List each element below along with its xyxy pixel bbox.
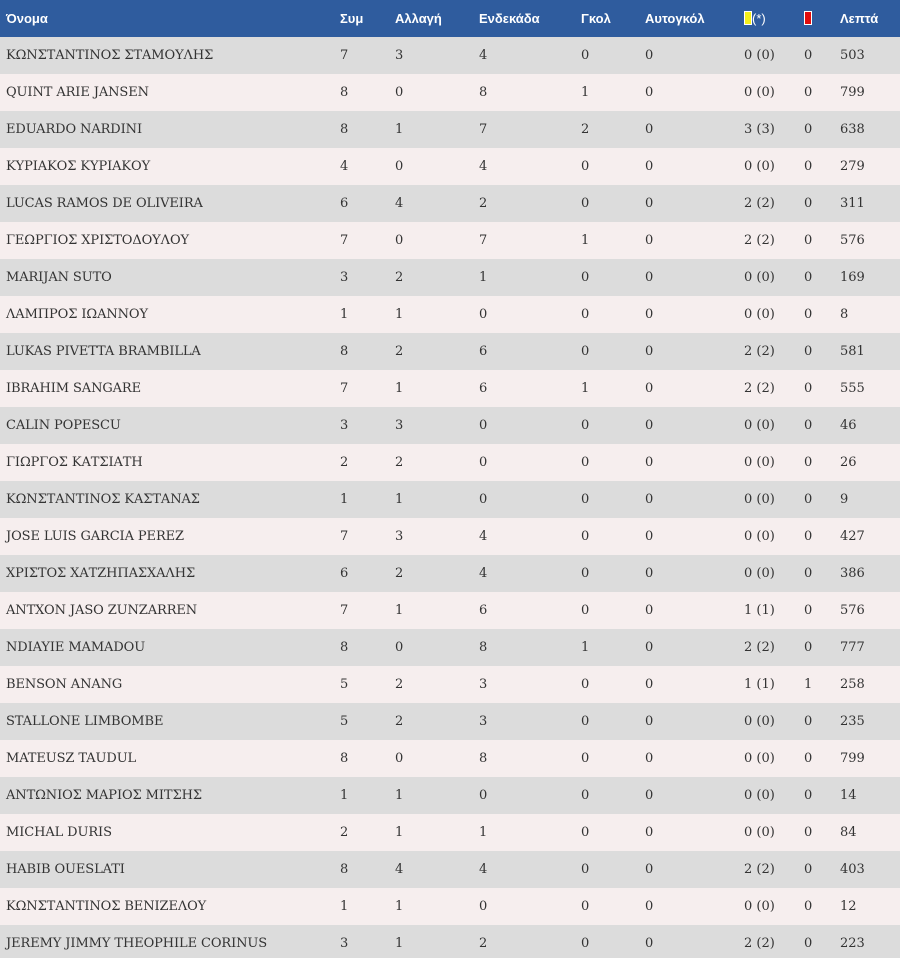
substitutions-cell: 0	[395, 751, 404, 766]
column-header-minutes[interactable]: Λεπτά	[840, 11, 879, 26]
appearances-cell: 8	[340, 344, 349, 359]
column-header-own-goals[interactable]: Αυτογκόλ	[645, 11, 705, 26]
yellow-cards-cell: 2 (2)	[744, 936, 775, 951]
appearances-cell: 7	[340, 48, 349, 63]
starts-cell: 4	[479, 48, 488, 63]
table-row	[0, 703, 900, 740]
own-goals-cell: 0	[645, 196, 654, 211]
starts-cell: 8	[479, 640, 488, 655]
goals-cell: 0	[581, 825, 590, 840]
header-row	[0, 0, 900, 37]
substitutions-cell: 0	[395, 233, 404, 248]
own-goals-cell: 0	[645, 85, 654, 100]
red-cards-cell: 0	[804, 418, 813, 433]
player-name-cell: LUKAS PIVETTA BRAMBILLA	[6, 344, 201, 359]
substitutions-cell: 1	[395, 899, 404, 914]
red-cards-cell: 0	[804, 825, 813, 840]
red-cards-cell: 0	[804, 899, 813, 914]
red-cards-cell: 0	[804, 381, 813, 396]
minutes-cell: 638	[840, 122, 865, 137]
minutes-cell: 581	[840, 344, 865, 359]
starts-cell: 8	[479, 751, 488, 766]
own-goals-cell: 0	[645, 492, 654, 507]
own-goals-cell: 0	[645, 566, 654, 581]
table-row	[0, 185, 900, 222]
minutes-cell: 427	[840, 529, 865, 544]
goals-cell: 0	[581, 566, 590, 581]
player-name-cell: ΚΥΡΙΑΚΟΣ ΚΥΡΙΑΚΟΥ	[6, 159, 151, 174]
table-row	[0, 518, 900, 555]
own-goals-cell: 0	[645, 270, 654, 285]
red-cards-cell: 0	[804, 270, 813, 285]
substitutions-cell: 0	[395, 640, 404, 655]
yellow-cards-cell: 3 (3)	[744, 122, 775, 137]
goals-cell: 0	[581, 196, 590, 211]
minutes-cell: 777	[840, 640, 865, 655]
player-name-cell: EDUARDO NARDINI	[6, 122, 142, 137]
own-goals-cell: 0	[645, 122, 654, 137]
substitutions-cell: 1	[395, 492, 404, 507]
table-row	[0, 555, 900, 592]
minutes-cell: 26	[840, 455, 857, 470]
substitutions-cell: 3	[395, 48, 404, 63]
starts-cell: 4	[479, 529, 488, 544]
appearances-cell: 7	[340, 529, 349, 544]
starts-cell: 4	[479, 159, 488, 174]
table-row	[0, 37, 900, 74]
own-goals-cell: 0	[645, 455, 654, 470]
goals-cell: 1	[581, 381, 590, 396]
yellow-cards-cell: 2 (2)	[744, 344, 775, 359]
yellow-cards-cell: 0 (0)	[744, 714, 775, 729]
substitutions-cell: 1	[395, 307, 404, 322]
red-cards-cell: 0	[804, 862, 813, 877]
column-header-goals[interactable]: Γκολ	[581, 11, 611, 26]
column-header-starts[interactable]: Ενδεκάδα	[479, 11, 540, 26]
yellow-cards-cell: 0 (0)	[744, 85, 775, 100]
substitutions-cell: 0	[395, 85, 404, 100]
table-row	[0, 666, 900, 703]
goals-cell: 0	[581, 603, 590, 618]
appearances-cell: 1	[340, 307, 349, 322]
starts-cell: 6	[479, 344, 488, 359]
own-goals-cell: 0	[645, 677, 654, 692]
own-goals-cell: 0	[645, 344, 654, 359]
table-row	[0, 777, 900, 814]
substitutions-cell: 1	[395, 381, 404, 396]
player-name-cell: ΛΑΜΠΡΟΣ ΙΩΑΝΝΟΥ	[6, 307, 148, 322]
red-cards-cell: 1	[804, 677, 813, 692]
table-row	[0, 111, 900, 148]
minutes-cell: 799	[840, 85, 865, 100]
appearances-cell: 5	[340, 714, 349, 729]
yellow-cards-cell: 0 (0)	[744, 566, 775, 581]
yellow-cards-cell: 0 (0)	[744, 529, 775, 544]
player-name-cell: NDIAYIE MAMADOU	[6, 640, 146, 655]
appearances-cell: 2	[340, 825, 349, 840]
red-card-icon	[804, 11, 812, 25]
appearances-cell: 2	[340, 455, 349, 470]
substitutions-cell: 1	[395, 788, 404, 803]
player-name-cell: JEREMY JIMMY THEOPHILE CORINUS	[6, 936, 268, 951]
appearances-cell: 8	[340, 122, 349, 137]
own-goals-cell: 0	[645, 307, 654, 322]
table-row	[0, 925, 900, 958]
appearances-cell: 8	[340, 751, 349, 766]
minutes-cell: 576	[840, 603, 865, 618]
appearances-cell: 4	[340, 159, 349, 174]
player-name-cell: STALLONE LIMBOMBE	[6, 714, 164, 729]
red-cards-cell: 0	[804, 307, 813, 322]
yellow-cards-cell: 0 (0)	[744, 825, 775, 840]
own-goals-cell: 0	[645, 48, 654, 63]
substitutions-cell: 2	[395, 344, 404, 359]
yellow-cards-cell: 0 (0)	[744, 48, 775, 63]
table-header	[0, 0, 900, 37]
goals-cell: 0	[581, 751, 590, 766]
column-header-yellow-cards[interactable]	[744, 0, 804, 37]
goals-cell: 0	[581, 307, 590, 322]
minutes-cell: 279	[840, 159, 865, 174]
red-cards-cell: 0	[804, 233, 813, 248]
goals-cell: 0	[581, 936, 590, 951]
appearances-cell: 8	[340, 862, 349, 877]
player-name-cell: CALIN POPESCU	[6, 418, 121, 433]
yellow-cards-cell: 1 (1)	[744, 677, 775, 692]
goals-cell: 0	[581, 344, 590, 359]
column-header-substitutions[interactable]: Αλλαγή	[395, 11, 442, 26]
starts-cell: 4	[479, 566, 488, 581]
yellow-card-icon	[744, 11, 752, 25]
table-row	[0, 592, 900, 629]
substitutions-cell: 2	[395, 270, 404, 285]
red-cards-cell: 0	[804, 566, 813, 581]
minutes-cell: 403	[840, 862, 865, 877]
yellow-cards-cell: 0 (0)	[744, 492, 775, 507]
goals-cell: 1	[581, 640, 590, 655]
red-cards-cell: 0	[804, 714, 813, 729]
starts-cell: 2	[479, 936, 488, 951]
minutes-cell: 386	[840, 566, 865, 581]
player-name-cell: MICHAL DURIS	[6, 825, 112, 840]
own-goals-cell: 0	[645, 159, 654, 174]
own-goals-cell: 0	[645, 714, 654, 729]
minutes-cell: 169	[840, 270, 865, 285]
player-name-cell: MATEUSZ TAUDUL	[6, 751, 137, 766]
yellow-cards-cell: 0 (0)	[744, 455, 775, 470]
player-name-cell: QUINT ARIE JANSEN	[6, 85, 149, 100]
goals-cell: 0	[581, 270, 590, 285]
starts-cell: 6	[479, 603, 488, 618]
red-cards-cell: 0	[804, 603, 813, 618]
appearances-cell: 5	[340, 677, 349, 692]
substitutions-cell: 4	[395, 196, 404, 211]
appearances-cell: 8	[340, 85, 349, 100]
red-cards-cell: 0	[804, 936, 813, 951]
goals-cell: 0	[581, 899, 590, 914]
player-name-cell: ΓΕΩΡΓΙΟΣ ΧΡΙΣΤΟΔΟΥΛΟΥ	[6, 233, 189, 248]
goals-cell: 0	[581, 48, 590, 63]
starts-cell: 7	[479, 233, 488, 248]
appearances-cell: 1	[340, 788, 349, 803]
goals-cell: 0	[581, 455, 590, 470]
substitutions-cell: 3	[395, 418, 404, 433]
player-name-cell: BENSON ANANG	[6, 677, 123, 692]
table-row	[0, 888, 900, 925]
table-row	[0, 370, 900, 407]
appearances-cell: 3	[340, 936, 349, 951]
player-name-cell: ΓΙΩΡΓΟΣ ΚΑΤΣΙΑΤΗ	[6, 455, 143, 470]
red-cards-cell: 0	[804, 159, 813, 174]
starts-cell: 4	[479, 862, 488, 877]
red-cards-cell: 0	[804, 492, 813, 507]
substitutions-cell: 0	[395, 159, 404, 174]
minutes-cell: 576	[840, 233, 865, 248]
own-goals-cell: 0	[645, 640, 654, 655]
red-cards-cell: 0	[804, 344, 813, 359]
table-row	[0, 148, 900, 185]
minutes-cell: 46	[840, 418, 857, 433]
table-row	[0, 407, 900, 444]
appearances-cell: 3	[340, 270, 349, 285]
player-name-cell: ΧΡΙΣΤΟΣ ΧΑΤΖΗΠΑΣΧΑΛΗΣ	[6, 566, 196, 581]
player-name-cell: HABIB OUESLATI	[6, 862, 125, 877]
substitutions-cell: 2	[395, 455, 404, 470]
minutes-cell: 8	[840, 307, 849, 322]
red-cards-cell: 0	[804, 455, 813, 470]
table-row	[0, 740, 900, 777]
minutes-cell: 84	[840, 825, 857, 840]
appearances-cell: 1	[340, 492, 349, 507]
starts-cell: 1	[479, 270, 488, 285]
appearances-cell: 8	[340, 640, 349, 655]
yellow-cards-cell: 0 (0)	[744, 788, 775, 803]
substitutions-cell: 2	[395, 677, 404, 692]
red-cards-cell: 0	[804, 640, 813, 655]
goals-cell: 0	[581, 862, 590, 877]
minutes-cell: 14	[840, 788, 857, 803]
goals-cell: 0	[581, 492, 590, 507]
goals-cell: 0	[581, 788, 590, 803]
own-goals-cell: 0	[645, 862, 654, 877]
player-name-cell: MARIJAN SUTO	[6, 270, 112, 285]
goals-cell: 1	[581, 233, 590, 248]
substitutions-cell: 1	[395, 603, 404, 618]
goals-cell: 0	[581, 159, 590, 174]
column-header-name[interactable]: Όνομα	[6, 11, 48, 26]
substitutions-cell: 1	[395, 825, 404, 840]
own-goals-cell: 0	[645, 751, 654, 766]
starts-cell: 0	[479, 307, 488, 322]
table-row	[0, 333, 900, 370]
starts-cell: 3	[479, 714, 488, 729]
goals-cell: 0	[581, 677, 590, 692]
player-name-cell: ΑΝΤΩΝΙΟΣ ΜΑΡΙΟΣ ΜΙΤΣΗΣ	[6, 788, 202, 803]
red-cards-cell: 0	[804, 48, 813, 63]
starts-cell: 0	[479, 418, 488, 433]
table-row	[0, 814, 900, 851]
goals-cell: 0	[581, 714, 590, 729]
yellow-card-suffix: (*)	[752, 11, 766, 26]
goals-cell: 0	[581, 529, 590, 544]
appearances-cell: 1	[340, 899, 349, 914]
table-row	[0, 296, 900, 333]
substitutions-cell: 2	[395, 714, 404, 729]
appearances-cell: 6	[340, 566, 349, 581]
player-name-cell: ΚΩΝΣΤΑΝΤΙΝΟΣ ΣΤΑΜΟΥΛΗΣ	[6, 48, 214, 63]
own-goals-cell: 0	[645, 233, 654, 248]
yellow-cards-cell: 0 (0)	[744, 159, 775, 174]
yellow-cards-cell: 2 (2)	[744, 381, 775, 396]
yellow-cards-cell: 1 (1)	[744, 603, 775, 618]
starts-cell: 2	[479, 196, 488, 211]
yellow-cards-cell: 2 (2)	[744, 862, 775, 877]
own-goals-cell: 0	[645, 788, 654, 803]
substitutions-cell: 3	[395, 529, 404, 544]
column-header-appearances[interactable]: Συμ	[340, 11, 364, 26]
minutes-cell: 311	[840, 196, 865, 211]
table-row	[0, 481, 900, 518]
own-goals-cell: 0	[645, 936, 654, 951]
substitutions-cell: 1	[395, 936, 404, 951]
own-goals-cell: 0	[645, 603, 654, 618]
player-name-cell: ANTXON JASO ZUNZARREN	[6, 603, 198, 618]
column-header-red-cards[interactable]	[804, 0, 840, 37]
red-cards-cell: 0	[804, 788, 813, 803]
starts-cell: 3	[479, 677, 488, 692]
minutes-cell: 258	[840, 677, 865, 692]
starts-cell: 0	[479, 899, 488, 914]
own-goals-cell: 0	[645, 381, 654, 396]
appearances-cell: 6	[340, 196, 349, 211]
yellow-cards-cell: 2 (2)	[744, 196, 775, 211]
table-row	[0, 222, 900, 259]
own-goals-cell: 0	[645, 529, 654, 544]
player-name-cell: IBRAHIM SANGARE	[6, 381, 142, 396]
table-body	[0, 37, 900, 958]
appearances-cell: 7	[340, 233, 349, 248]
red-cards-cell: 0	[804, 85, 813, 100]
substitutions-cell: 2	[395, 566, 404, 581]
yellow-cards-cell: 0 (0)	[744, 307, 775, 322]
player-name-cell: LUCAS RAMOS DE OLIVEIRA	[6, 196, 203, 211]
own-goals-cell: 0	[645, 418, 654, 433]
red-cards-cell: 0	[804, 122, 813, 137]
table-row	[0, 629, 900, 666]
own-goals-cell: 0	[645, 899, 654, 914]
minutes-cell: 503	[840, 48, 865, 63]
yellow-cards-cell: 0 (0)	[744, 270, 775, 285]
own-goals-cell: 0	[645, 825, 654, 840]
yellow-cards-cell: 2 (2)	[744, 233, 775, 248]
starts-cell: 8	[479, 85, 488, 100]
goals-cell: 1	[581, 85, 590, 100]
yellow-cards-cell: 2 (2)	[744, 640, 775, 655]
yellow-cards-cell: 0 (0)	[744, 418, 775, 433]
yellow-cards-cell: 0 (0)	[744, 751, 775, 766]
minutes-cell: 555	[840, 381, 865, 396]
red-cards-cell: 0	[804, 529, 813, 544]
goals-cell: 2	[581, 122, 590, 137]
appearances-cell: 7	[340, 603, 349, 618]
player-name-cell: JOSE LUIS GARCIA PEREZ	[6, 529, 184, 544]
table-row	[0, 74, 900, 111]
appearances-cell: 3	[340, 418, 349, 433]
appearances-cell: 7	[340, 381, 349, 396]
table-row	[0, 851, 900, 888]
player-name-cell: ΚΩΝΣΤΑΝΤΙΝΟΣ ΚΑΣΤΑΝΑΣ	[6, 492, 200, 507]
starts-cell: 0	[479, 492, 488, 507]
minutes-cell: 12	[840, 899, 857, 914]
table-row	[0, 444, 900, 481]
minutes-cell: 799	[840, 751, 865, 766]
minutes-cell: 9	[840, 492, 849, 507]
starts-cell: 0	[479, 455, 488, 470]
red-cards-cell: 0	[804, 196, 813, 211]
yellow-cards-cell: 0 (0)	[744, 899, 775, 914]
starts-cell: 6	[479, 381, 488, 396]
substitutions-cell: 1	[395, 122, 404, 137]
starts-cell: 7	[479, 122, 488, 137]
red-cards-cell: 0	[804, 751, 813, 766]
player-name-cell: ΚΩΝΣΤΑΝΤΙΝΟΣ ΒΕΝΙΖΕΛΟΥ	[6, 899, 207, 914]
table-row	[0, 259, 900, 296]
minutes-cell: 235	[840, 714, 865, 729]
starts-cell: 1	[479, 825, 488, 840]
minutes-cell: 223	[840, 936, 865, 951]
substitutions-cell: 4	[395, 862, 404, 877]
goals-cell: 0	[581, 418, 590, 433]
starts-cell: 0	[479, 788, 488, 803]
